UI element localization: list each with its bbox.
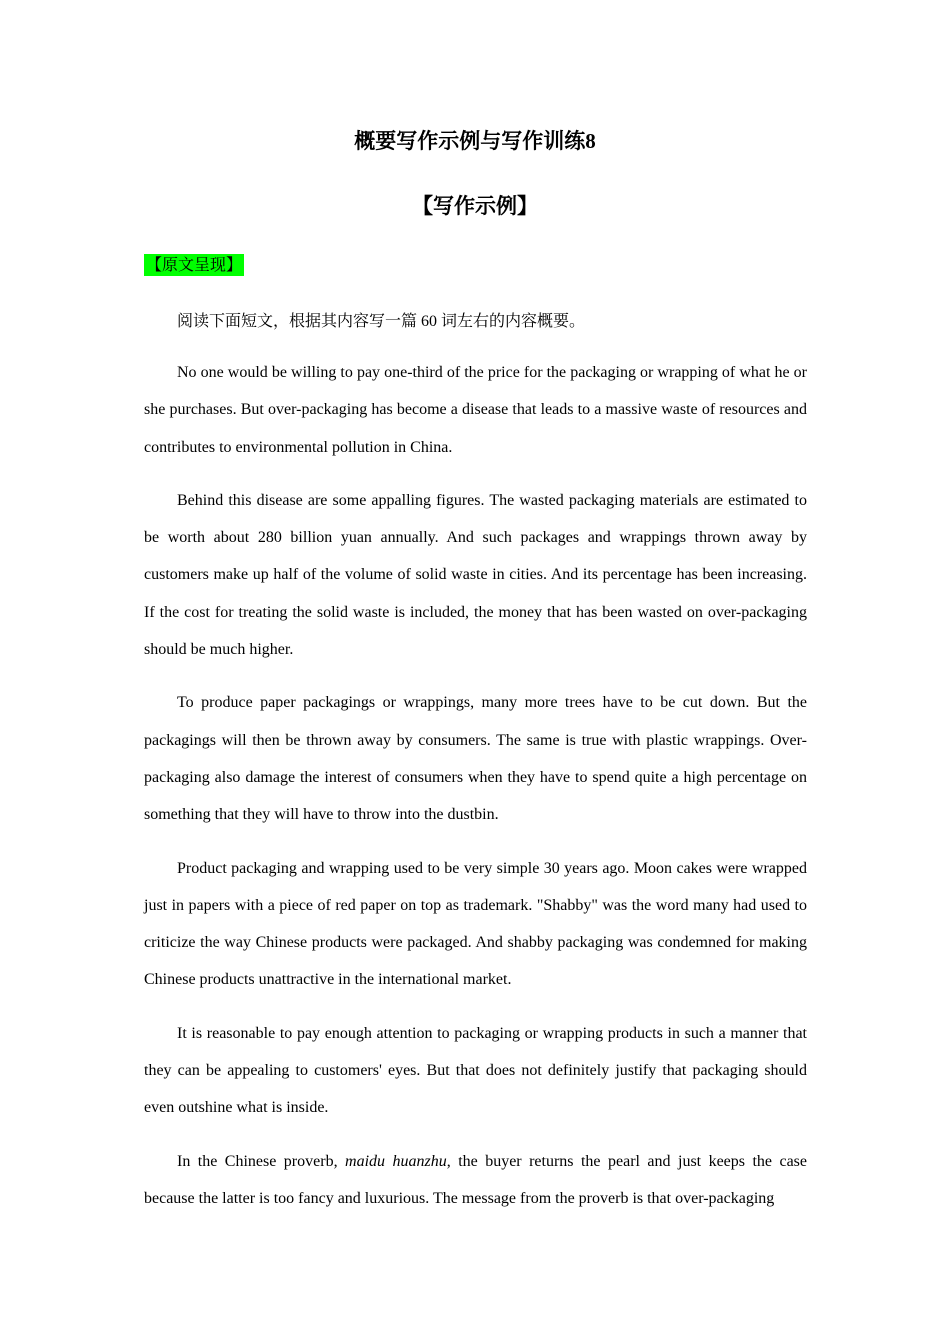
section-heading: 【写作示例】 — [412, 194, 538, 218]
document-title: 概要写作示例与写作训练8 — [354, 129, 596, 153]
paragraph-3: To produce paper packagings or wrappings, many more trees have to be cut down. But the packagings will then be thrown away by consumers. The same is true with plastic wrappings. Over-packaging also damage the interest of consumers when they have to spend quite a high percentage on something that they will have to throw into the dustbin. — [144, 694, 807, 824]
paragraph-5: It is reasonable to pay enough attention to packaging or wrapping products in such a manner that they can be appealing to customers' eyes. But that does not definitely justify that packaging should even outshine what is inside. — [144, 1024, 807, 1117]
paragraph-2: Behind this disease are some appalling figures. The wasted packaging materials are estimated to be worth about 280 billion yuan annually. And such packages and wrappings thrown away by customers make up half of the volume of solid waste in cities. And its percentage has been increasing. If the cost for treating the solid waste is included, the money that has been wasted on over-packaging should be much higher. — [144, 491, 807, 659]
paragraph-6 — [144, 1143, 807, 1218]
proverb-term: maidu huanzhu — [345, 1152, 447, 1170]
paragraph-4: Product packaging and wrapping used to be very simple 30 years ago. Moon cakes were wrapped just in papers with a piece of red paper on top as trademark. "Shabby" was the word many had used to criticize the way Chinese products were packaged. And shabby packaging was condemned for making Chinese products unattractive in the international market. — [144, 859, 807, 989]
paragraph-6-end: , the buyer returns the pearl and just keeps the case because the latter is too fancy and luxurious. The message from the proverb is that over-packaging — [144, 1152, 808, 1207]
paragraph-6-start: In the Chinese proverb, — [177, 1152, 346, 1170]
paragraph-1: No one would be willing to pay one-third of the price for the packaging or wrapping of what he or she purchases. But over-packaging has become a disease that leads to a massive waste of resources and contributes to environmental pollution in China. — [144, 364, 807, 456]
instruction-text: 阅读下面短文，根据其内容写一篇 60 词左右的内容概要。 — [177, 313, 586, 330]
original-text-label: 【原文呈现】 — [146, 255, 243, 274]
article-body — [144, 303, 807, 1233]
